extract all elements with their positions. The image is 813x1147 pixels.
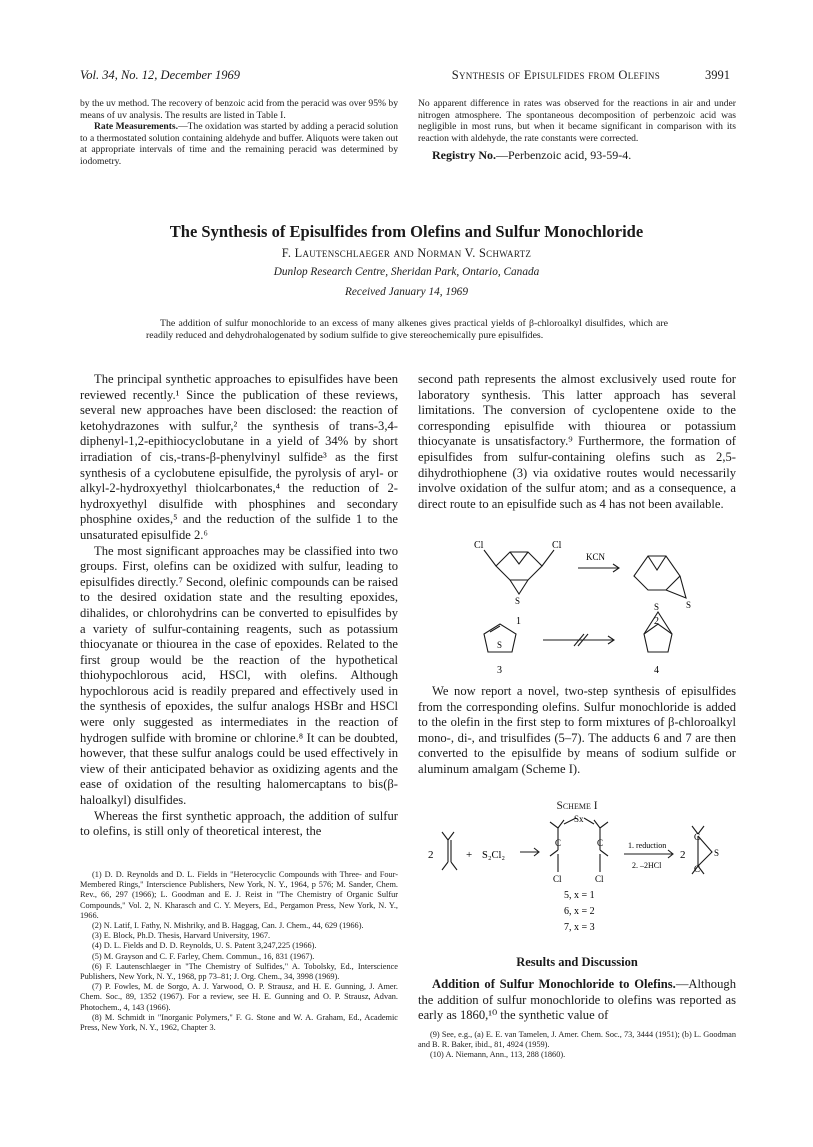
prior-paragraph: by the uv method. The recovery of benzoic acid from the peracid was over 95% by means of uv analysis. The results are listed in Table I. (80, 98, 398, 121)
body-paragraph: Whereas the first synthetic approach, the addition of sulfur to olefins, is still only of theoretical interest, the (80, 808, 398, 839)
step-reduction: 1. reduction (628, 841, 667, 850)
sulfur-label: S (714, 848, 720, 858)
scheme-i (418, 814, 736, 934)
footnote: (8) M. Schmidt in "Inorganic Polymers," F. G. Stone and W. A. Graham, Ed., Academic Press, New York, N. Y., 1962, Chapter 3. (80, 1012, 398, 1033)
body-paragraph: second path represents the almost exclusively used route for laboratory synthesis. This latter approach has several limitations. The conversion of cyclopentene oxide to the corresponding episulfide with thiourea or potassium thiocyanate is unsatisfactory.⁹ Furthermore, the formation of episulfides from sulfur-containing olefins such as 2,5-dihydrothiophene (3) via oxidative routes would necessarily involve oxidation of the sulfur atom; and as a consequence, a direct route to an episulfide such as 4 has not been available. (418, 372, 736, 511)
article-title: The Synthesis of Episulfides from Olefins and Sulfur Monochloride (169, 222, 644, 241)
received-date: Received January 14, 1969 (345, 286, 468, 298)
footnote: (6) F. Lautenschlaeger in "The Chemistry of Sulfides," A. Tobolsky, Ed., Interscience Publishers, New York, N. Y., 1968, pp 73–81; J. Org. Chem., 34, 3998 (1969). (80, 961, 398, 982)
right-column-top (418, 372, 736, 512)
compound-label-1: 1 (516, 616, 521, 627)
cl-bond-left (484, 550, 496, 566)
compound-6-label: 6, x = 2 (564, 906, 595, 917)
footnote: (1) D. D. Reynolds and D. L. Fields in "Heterocyclic Compounds with Three- and Four-Membered Rings," Interscience Publishers, New York, N. Y., 1964, p 576; M. Sander, Chem. Rev., 66, 297 (1966); L. Goodman and E. J. Reist in "The Chemistry of Organic Sulfur Compounds," Vol. 2, N. Kharasch and C. Y. Meyers, Ed., Pergamon Press, New York, N. Y., 1966. (80, 870, 398, 920)
reagent-kcn: KCN (586, 552, 606, 562)
compound-1-bridge (510, 552, 528, 564)
authors: F. Lautenschlaeger and Norman V. Schwartz (281, 246, 532, 260)
journal-volume: Vol. 34, No. 12, December 1969 (80, 68, 241, 82)
sulfur-label: S (515, 596, 521, 606)
compound-1-sulfur-bridge (510, 580, 528, 594)
footnote: (10) A. Niemann, Ann., 113, 288 (1860). (430, 1050, 566, 1060)
carbon-label: C (694, 832, 701, 842)
right-column-bottom (418, 977, 736, 1024)
sulfur-label: S (686, 600, 692, 610)
compound-label-2: 2 (654, 616, 659, 627)
run-in-heading: Addition of Sulfur Monochloride to Olefins. (432, 977, 676, 991)
carbon-label: C (555, 838, 562, 848)
footnotes-right (418, 1030, 736, 1061)
abstract: The addition of sulfur monochloride to an excess of many alkenes gives practical yields of β-chloroalkyl disulfides, which are readily reduced and dehydrohalogenated by sodium sulfide to give stereochemically pure episulfides. (146, 318, 668, 341)
cl-bond-right (542, 550, 554, 566)
section-heading: Results and Discussion (516, 955, 638, 969)
cl-label-left: Cl (474, 540, 484, 551)
registry-text: —Perbenzoic acid, 93-59-4. (495, 148, 632, 163)
prior-article-left (80, 98, 398, 168)
sx-label: Sx (574, 814, 584, 824)
affiliation: Dunlop Research Centre, Sheridan Park, Ontario, Canada (273, 266, 540, 278)
prior-paragraph: No apparent difference in rates was observed for the reactions in air and under nitrogen atmosphere. The spontaneous decomposition of perbenzoic acid was negligible in most runs, but when it became significant in comparison with its reaction with aldehyde, the rate constants were corrected. (418, 98, 736, 144)
registry-heading: Registry No. (432, 148, 496, 163)
left-column (80, 372, 398, 840)
footnote: (3) E. Block, Ph.D. Thesis, Harvard University, 1967. (92, 931, 271, 941)
prior-paragraph: —The oxidation was started by adding a peracid solution to a thermostated solution containing aldehyde and buffer. Aliquots were taken out at appropriate intervals of time and the remaining peracid was determined by iodometry. (80, 121, 398, 167)
sulfur-label: S (497, 640, 503, 650)
compound-7-label: 7, x = 3 (564, 922, 595, 933)
run-in-heading: Rate Measurements. (94, 121, 179, 133)
footnote: (5) M. Grayson and C. F. Farley, Chem. Commun., 16, 831 (1967). (92, 951, 315, 961)
cl-label-right: Cl (552, 540, 562, 551)
coefficient: 2 (428, 849, 434, 861)
compound-label-3: 3 (497, 665, 502, 676)
olefin (442, 832, 457, 870)
body-paragraph: We now report a novel, two-step synthesis of episulfides from the corresponding olefins. Sulfur monochloride is added to the olefin in the first step to form mixtures of β-chloroalkyl mono-, di-, and trisulfides (5–7). The adducts 6 and 7 are then converted to the episulfide by means of sodium sulfide or aluminum amalgam (Scheme I). (418, 684, 736, 776)
carbon-label: C (694, 864, 701, 874)
plus-sign: + (466, 849, 473, 861)
scheme-title: Scheme I (556, 800, 598, 812)
footnotes-left (80, 870, 398, 1033)
running-title: Synthesis of Episulfides from Olefins (451, 68, 660, 82)
step-dehydrohalogenation: 2. –2HCl (632, 861, 662, 870)
chlorine-label: Cl (595, 874, 604, 884)
page-number: 3991 (705, 68, 730, 82)
right-column-middle (418, 684, 736, 778)
sulfur-label: S (654, 602, 660, 612)
body-paragraph: The principal synthetic approaches to episulfides have been reviewed recently.¹ Since the publication of these reviews, several new approaches have been disclosed: the reaction of ketohydrazones with sulfur,² the synthesis of trans-3,4-diphenyl-1,2-epithiocyclobutane in a yield of 34% by short irradiation of cis,-trans-β-phenylvinyl sulfide³ as the first synthesis of a cyclobutene episulfide, the pyrolysis of aryl- or alkyl-2-hydroxyethyl thiolcarbonates,⁴ the reduction of 2-hydroxyethyl disulfide with phosphines and secondary phosphine oxides,⁵ and the reduction of the sulfide 1 to the unsaturated episulfide 2.⁶ (80, 372, 398, 542)
carbon-label: C (597, 838, 604, 848)
compound-2-ring (634, 556, 680, 590)
sulfur-monochloride: S₂Cl₂ (482, 850, 506, 861)
coefficient: 2 (680, 849, 686, 861)
compound-1-ring (496, 552, 542, 580)
chlorine-label: Cl (553, 874, 562, 884)
structures-1-to-4 (418, 528, 736, 678)
compound-5-label: 5, x = 1 (564, 890, 595, 901)
body-paragraph: The most significant approaches may be classified into two groups. First, olefins can be oxidized with sulfur, leading to episulfides directly.⁷ Second, olefinic compounds can be raised to the desired oxidation state and the resulting epoxides, dihalides, or chlorohydrins can be converted to episulfides by a variety of sulfur-containing reagents, such as potassium thiocyanate or thiourea in the case of epoxides. Related to the first group would be the reaction of the hypothetical thiohypochlorous acid, HSCl, with olefins. Although hypochlorous acid is readily prepared and effectively used in the synthesis of epoxides, the sulfur analogs HSBr and HSCl were only suggested as intermediates in the reaction of hydrogen sulfide with bromine or chlorine.⁸ It can be doubted, however, that these sulfur analogs could be used effectively in view of their anticipated behavior as oxidizing agents and the ease of oxidation of the resulting halomercaptans to bis(β-haloalkyl) disulfides. (80, 543, 398, 808)
running-header (80, 68, 730, 88)
compound-label-4: 4 (654, 665, 659, 676)
compound-2-bridge (648, 556, 666, 570)
footnote: (2) N. Latif, I. Fathy, N. Mishriky, and B. Haggag, Can. J. Chem., 44, 629 (1966). (92, 921, 364, 931)
footnote: (9) See, e.g., (a) E. E. van Tamelen, J. Amer. Chem. Soc., 73, 3444 (1951); (b) L. Goodman and B. R. Baker, ibid., 81, 4924 (1959). (418, 1030, 736, 1050)
prior-article-right (418, 98, 736, 162)
footnote: (4) D. L. Fields and D. D. Reynolds, U. S. Patent 3,247,225 (1966). (92, 941, 317, 951)
footnote: (7) P. Fowles, M. de Sorgo, A. J. Yarwood, O. P. Strausz, and H. E. Gunning, J. Amer. Chem. Soc., 89, 1352 (1967). For a review, see H. E. Gunning and O. P. Strausz, Advan. Photochem., 4, 143 (1966). (80, 982, 398, 1012)
body-paragraph: —Although the addition of sulfur monochloride to olefins was reported as early as 1860,¹⁰ the synthetic value of (418, 977, 736, 1023)
